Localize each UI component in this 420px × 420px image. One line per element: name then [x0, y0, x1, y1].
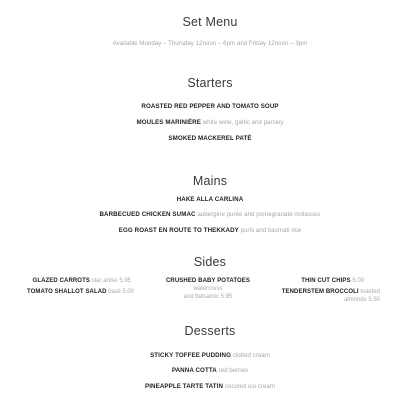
dish-description: puris and basmati rice: [240, 227, 302, 234]
dessert-item: [0, 383, 420, 390]
dish-price: 5.00: [352, 278, 364, 284]
dish-price: 5.50: [368, 297, 380, 303]
dish-name: BARBECUED CHICKEN SUMAC: [99, 211, 196, 218]
dish-description: watercress: [193, 286, 223, 292]
dish-description: toasted: [360, 289, 380, 295]
mains-heading: Mains: [192, 174, 228, 188]
dessert-item: [0, 352, 420, 359]
dish-name: GLAZED CARROTS: [32, 278, 90, 284]
dish-name: TOMATO SHALLOT SALAD: [26, 289, 107, 295]
dish-price: 5.95: [119, 278, 131, 284]
dish-name: CRUSHED BABY POTATOES: [166, 278, 250, 284]
side-item: [10, 288, 134, 296]
dish-description: red berries: [218, 367, 249, 374]
dish-name: THIN CUT CHIPS: [301, 278, 351, 284]
starters-heading: Starters: [187, 76, 233, 90]
dish-name: STICKY TOFFEE PUDDING: [150, 352, 232, 359]
starter-item: [0, 103, 420, 110]
dish-price: 5.95: [220, 294, 233, 300]
dish-description: basil: [108, 289, 121, 295]
dish-description: aubergine purée and pomegranate molasses: [197, 211, 321, 218]
availability-note: Available Monday – Thursday 12noon – 6pm and Friday 12noon – 3pm: [112, 40, 308, 47]
main-item: [0, 211, 420, 218]
side-item: [10, 277, 131, 285]
sides-heading: Sides: [193, 255, 227, 269]
side-item: [280, 288, 380, 304]
desserts-heading: Desserts: [184, 324, 236, 338]
dish-name: TENDERSTEM BROCCOLI: [281, 289, 359, 295]
starter-item: [0, 135, 420, 142]
dish-price: 5.00: [122, 289, 134, 295]
main-item: [0, 227, 420, 234]
side-item: [280, 277, 364, 285]
dish-name: PANNA COTTA: [171, 367, 217, 374]
dessert-item: [0, 367, 420, 374]
dish-description: almonds: [343, 297, 367, 303]
dish-description: white wine, garlic and parsley: [202, 119, 284, 126]
side-item: [158, 277, 258, 301]
page-title: Set Menu: [182, 15, 238, 29]
dish-description: and balsamic: [183, 294, 219, 300]
main-item: [0, 196, 420, 203]
starter-item: [0, 119, 420, 126]
dish-name: ROASTED RED PEPPER AND TOMATO SOUP: [141, 103, 279, 110]
dish-name: MOULES MARINIÈRE: [136, 119, 201, 126]
dish-name: EGG ROAST EN ROUTE TO THEKKADY: [118, 227, 239, 234]
dish-description: coconut ice cream: [224, 383, 276, 390]
dish-name: SMOKED MACKEREL PATÉ: [168, 135, 252, 142]
dish-description: star anise: [91, 278, 118, 284]
dish-description: clotted cream: [232, 352, 270, 359]
dish-name: PINEAPPLE TARTE TATIN: [144, 383, 224, 390]
dish-name: HAKE ALLA CARLINA: [176, 196, 244, 203]
